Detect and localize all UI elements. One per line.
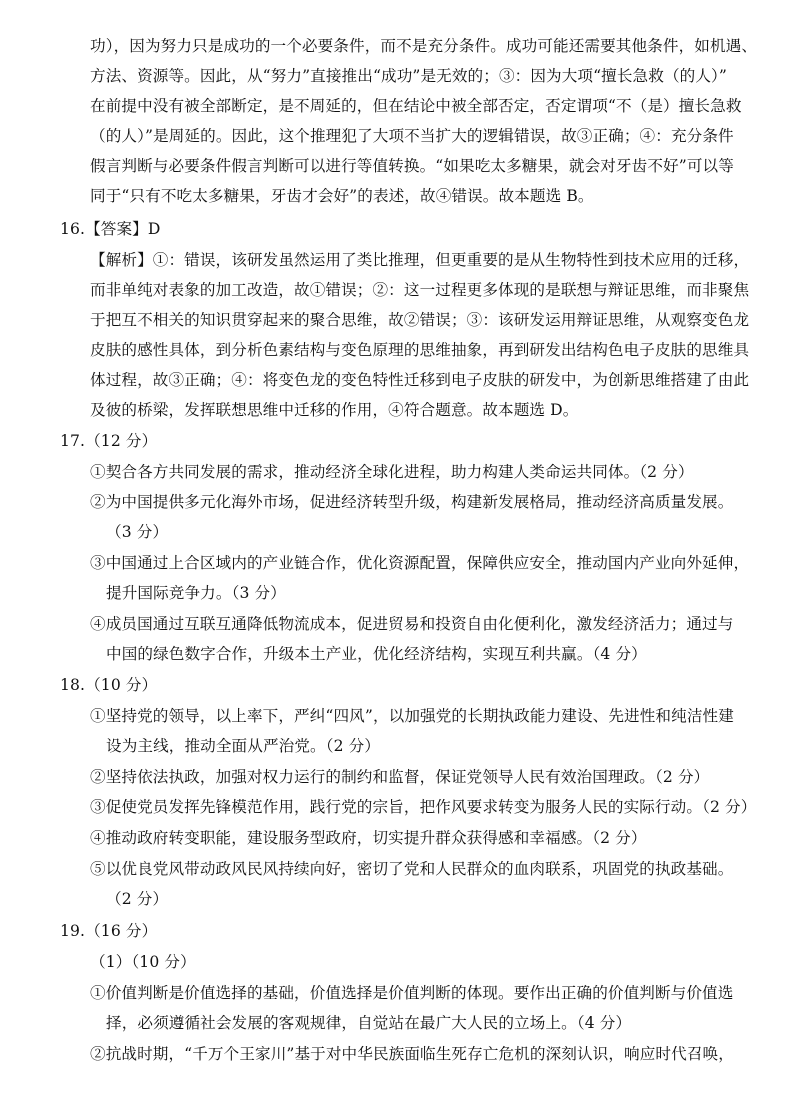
text-line: 同于“只有不吃太多糖果，牙齿才会好”的表述，故④错误。故本题选 B。 [90, 187, 594, 205]
point-1: ①价值判断是价值选择的基础，价值选择是价值判断的体现。要作出正确的价值判断与价值选 [90, 984, 734, 1002]
point-1: ①坚持党的领导，以上率下，严纠“四风”，以加强党的长期执政能力建设、先进性和纯洁性建 [90, 707, 734, 725]
text-line: 在前提中没有被全部断定，是不周延的，但在结论中被全部否定，否定谓项“不（是）擅长急救 [90, 97, 742, 115]
point-1-cont: 择，必须遵循社会发展的客观规律，自觉站在最广大人民的立场上。（4 分） [106, 1014, 632, 1032]
point-1-cont: 设为主线，推动全面从严治党。（2 分） [106, 737, 381, 755]
sub-question-1-title: （1）（10 分） [90, 953, 196, 971]
question-16-title: 16.【答案】D [60, 220, 161, 238]
text-line: 而非单纯对表象的加工改造，故①错误；②：这一过程更多体现的是联想与辩证思维，而非聚焦 [90, 281, 750, 299]
question-18-title: 18.（10 分） [60, 676, 158, 694]
point-3: ③促使党员发挥先锋模范作用，践行党的宗旨，把作风要求转变为服务人民的实际行动。（2 分） [90, 798, 757, 816]
point-4-cont: 中国的绿色数字合作，升级本土产业，优化经济结构，实现互利共赢。（4 分） [106, 645, 647, 663]
point-3-cont: 提升国际竞争力。（3 分） [106, 584, 286, 602]
point-2: ②坚持依法执政，加强对权力运行的制约和监督，保证党领导人民有效治国理政。（2 分） [90, 768, 710, 786]
text-line: 于把互不相关的知识贯穿起来的聚合思维，故②错误；③：该研发运用辩证思维，从观察变色龙 [90, 311, 750, 329]
text-line: 皮肤的感性具体，到分析色素结构与变色原理的思维抽象，再到研发出结构色电子皮肤的思维具 [90, 341, 750, 359]
point-5: ⑤以优良党风带动政风民风持续向好，密切了党和人民群众的血肉联系，巩固党的执政基础。 [90, 860, 734, 878]
question-19-title: 19.（16 分） [60, 922, 158, 940]
point-4: ④成员国通过互联互通降低物流成本，促进贸易和投资自由化便利化，激发经济活力；通过与 [90, 615, 734, 633]
point-2: ②抗战时期，“千万个王家川”基于对中华民族面临生死存亡危机的深刻认识，响应时代召唤， [90, 1045, 734, 1063]
question-17-title: 17.（12 分） [60, 432, 158, 450]
point-2: ②为中国提供多元化海外市场，促进经济转型升级，构建新发展格局，推动经济高质量发展。 [90, 493, 734, 511]
point-2-score: （3 分） [106, 523, 169, 541]
text-line: 体过程，故③正确；④：将变色龙的变色特性迁移到电子皮肤的研发中，为创新思维搭建了由此 [90, 371, 750, 389]
point-3: ③中国通过上合区域内的产业链合作，优化资源配置，保障供应安全，推动国内产业向外延伸， [90, 554, 750, 572]
text-line: 及彼的桥梁，发挥联想思维中迁移的作用，④符合题意。故本题选 D。 [90, 401, 579, 419]
text-line: 【解析】①：错误，该研发虽然运用了类比推理，但更重要的是从生物特性到技术应用的迁移， [90, 251, 750, 269]
point-4: ④推动政府转变职能，建设服务型政府，切实提升群众获得感和幸福感。（2 分） [90, 829, 647, 847]
text-line: 方法、资源等。因此，从“努力”直接推出“成功”是无效的；③：因为大项“擅长急救（的人）” [90, 67, 727, 85]
text-line: （的人）”是周延的。因此，这个推理犯了大项不当扩大的逻辑错误，故③正确；④：充分条件 [90, 127, 734, 145]
point-5-score: （2 分） [106, 890, 169, 908]
point-1: ①契合各方共同发展的需求，推动经济全球化进程，助力构建人类命运共同体。（2 分） [90, 463, 694, 481]
text-line: 功），因为努力只是成功的一个必要条件，而不是充分条件。成功可能还需要其他条件，如机遇、 [90, 37, 758, 55]
text-line: 假言判断与必要条件假言判断可以进行等值转换。“如果吃太多糖果，就会对牙齿不好”可以等 [90, 157, 734, 175]
